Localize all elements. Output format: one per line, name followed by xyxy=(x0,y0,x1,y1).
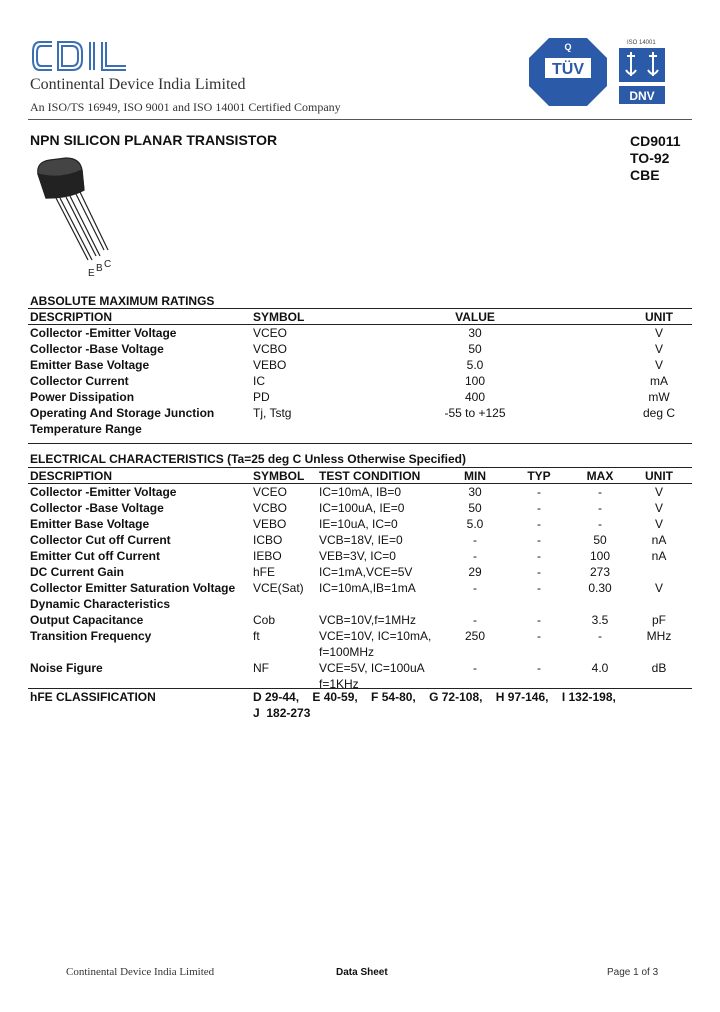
cell-symbol: VEBO xyxy=(253,358,287,372)
cell-unit: V xyxy=(654,517,664,531)
cell-symbol: VEBO xyxy=(253,517,287,531)
cell-desc: Dynamic Characteristics xyxy=(30,597,171,611)
cell-unit: V xyxy=(654,501,664,515)
cell-unit: mW xyxy=(648,390,670,404)
cell-desc: Emitter Base Voltage xyxy=(30,358,150,372)
cell-symbol: ICBO xyxy=(253,533,283,547)
cell-desc: Operating And Storage Junction xyxy=(30,406,215,420)
column-header: SYMBOL xyxy=(253,469,305,483)
cell-desc: Collector Emitter Saturation Voltage xyxy=(30,581,236,595)
column-header: UNIT xyxy=(645,469,673,483)
hfe-classification xyxy=(0,690,720,722)
column-header: TYP xyxy=(527,469,551,483)
cell-value: 30 xyxy=(468,326,482,340)
cell-max: 273 xyxy=(589,565,611,579)
svg-text:Q: Q xyxy=(564,42,572,52)
cell-unit: V xyxy=(654,358,664,372)
cell-cond: f=100MHz xyxy=(319,645,375,659)
cell-desc: Emitter Base Voltage xyxy=(30,517,150,531)
cell-max: 4.0 xyxy=(591,661,609,675)
cell-max: - xyxy=(598,485,602,499)
cell-cond: VCE=10V, IC=10mA, xyxy=(319,629,432,643)
cell-typ: - xyxy=(537,533,541,547)
table-rule xyxy=(28,688,692,689)
cell-unit: V xyxy=(654,342,664,356)
hfe-groups-line2: J 182-273 xyxy=(253,706,311,720)
cell-min: - xyxy=(473,661,477,675)
cell-desc: Power Dissipation xyxy=(30,390,135,404)
tuv-certification-logo xyxy=(527,36,609,108)
table-rule xyxy=(28,483,692,484)
cdil-logo xyxy=(30,38,130,76)
cell-typ: - xyxy=(537,661,541,675)
product-title: NPN SILICON PLANAR TRANSISTOR xyxy=(30,132,278,148)
cell-min: 29 xyxy=(468,565,482,579)
cell-symbol: VCE(Sat) xyxy=(253,581,304,595)
cell-symbol: Cob xyxy=(253,613,276,627)
dnv-certification-logo xyxy=(617,36,667,108)
cell-min: - xyxy=(473,549,477,563)
pin-label-b: B xyxy=(96,263,103,274)
cell-cond: VEB=3V, IC=0 xyxy=(319,549,396,563)
cell-max: 50 xyxy=(593,533,607,547)
hfe-groups-line1: D 29-44, E 40-59, F 54-80, G 72-108, H 97-146, I 132-198, xyxy=(253,690,616,704)
cell-value: 5.0 xyxy=(466,358,484,372)
cell-min: - xyxy=(473,581,477,595)
package-type: TO-92 xyxy=(630,150,670,166)
column-header: TEST CONDITION xyxy=(319,469,421,483)
cell-symbol: ft xyxy=(253,629,260,643)
cell-unit: MHz xyxy=(646,629,672,643)
column-header: SYMBOL xyxy=(253,310,305,324)
column-header: UNIT xyxy=(645,310,673,324)
cell-symbol: VCBO xyxy=(253,501,288,515)
cell-desc: Transition Frequency xyxy=(30,629,152,643)
cell-cond: IC=10mA,IB=1mA xyxy=(319,581,416,595)
cell-desc: Noise Figure xyxy=(30,661,103,675)
table-rule xyxy=(28,324,692,325)
cell-max: - xyxy=(598,517,602,531)
cell-symbol: VCBO xyxy=(253,342,288,356)
cell-cond: IE=10uA, IC=0 xyxy=(319,517,398,531)
to92-transistor-drawing xyxy=(30,154,130,284)
cell-typ: - xyxy=(537,613,541,627)
cell-cond: VCE=5V, IC=100uA xyxy=(319,661,425,675)
cell-unit: nA xyxy=(651,533,667,547)
cell-min: 50 xyxy=(468,501,482,515)
cell-unit: nA xyxy=(651,549,667,563)
column-header: MAX xyxy=(586,469,614,483)
cell-min: - xyxy=(473,533,477,547)
column-header: DESCRIPTION xyxy=(30,469,113,483)
pin-label-e: E xyxy=(88,268,95,279)
cell-symbol: hFE xyxy=(253,565,276,579)
cell-max: 0.30 xyxy=(588,581,612,595)
cell-symbol: IC xyxy=(253,374,265,388)
footer-doc-type: Data Sheet xyxy=(336,967,388,978)
cell-max: - xyxy=(598,629,602,643)
footer-page-number: Page 1 of 3 xyxy=(607,967,659,978)
cell-unit: pF xyxy=(651,613,667,627)
part-info xyxy=(630,133,681,184)
cell-min: 30 xyxy=(468,485,482,499)
cell-desc: Collector Current xyxy=(30,374,129,388)
absolute-max-title: ABSOLUTE MAXIMUM RATINGS xyxy=(30,294,215,308)
cell-cond: f=1KHz xyxy=(319,677,359,691)
cell-desc: Output Capacitance xyxy=(30,613,144,627)
cell-min: 250 xyxy=(464,629,486,643)
cell-max: - xyxy=(598,501,602,515)
cell-cond: IC=10mA, IB=0 xyxy=(319,485,402,499)
cell-desc: Collector -Emitter Voltage xyxy=(30,485,177,499)
cell-value: 100 xyxy=(464,374,486,388)
cell-symbol: Tj, Tstg xyxy=(253,406,292,420)
table-rule xyxy=(28,443,692,444)
cell-unit: mA xyxy=(650,374,668,388)
column-header: DESCRIPTION xyxy=(30,310,113,324)
pinout: CBE xyxy=(630,167,660,183)
part-number: CD9011 xyxy=(630,133,681,149)
cell-unit: dB xyxy=(651,661,667,675)
cell-cond: VCB=18V, IE=0 xyxy=(319,533,403,547)
column-header: MIN xyxy=(464,469,486,483)
cell-unit: deg C xyxy=(642,406,676,420)
cell-cond: IC=1mA,VCE=5V xyxy=(319,565,413,579)
cell-cond: IC=100uA, IE=0 xyxy=(319,501,405,515)
svg-text:ISO 14001: ISO 14001 xyxy=(627,40,656,46)
cell-unit: V xyxy=(654,581,664,595)
cell-min: 5.0 xyxy=(466,517,484,531)
hfe-label: hFE CLASSIFICATION xyxy=(30,690,156,704)
cell-value: 400 xyxy=(464,390,486,404)
cell-desc: Collector -Emitter Voltage xyxy=(30,326,177,340)
cell-symbol: VCEO xyxy=(253,326,288,340)
cell-max: 3.5 xyxy=(591,613,609,627)
cell-max: 100 xyxy=(589,549,611,563)
cell-desc: Temperature Range xyxy=(30,422,142,436)
cell-symbol: NF xyxy=(253,661,269,675)
cell-typ: - xyxy=(537,517,541,531)
svg-text:TÜV: TÜV xyxy=(552,61,584,78)
cell-unit: V xyxy=(654,326,664,340)
cell-desc: Emitter Cut off Current xyxy=(30,549,160,563)
cell-symbol: PD xyxy=(253,390,270,404)
cell-desc: Collector -Base Voltage xyxy=(30,342,164,356)
absolute-max-table xyxy=(0,309,720,439)
cell-typ: - xyxy=(537,549,541,563)
cell-typ: - xyxy=(537,485,541,499)
cell-value: -55 to +125 xyxy=(444,406,506,420)
cell-value: 50 xyxy=(468,342,482,356)
cell-desc: Collector -Base Voltage xyxy=(30,501,164,515)
header-divider xyxy=(28,119,692,120)
cell-typ: - xyxy=(537,581,541,595)
cell-desc: Collector Cut off Current xyxy=(30,533,171,547)
cell-cond: VCB=10V,f=1MHz xyxy=(319,613,416,627)
certification-line: An ISO/TS 16949, ISO 9001 and ISO 14001 Certified Company xyxy=(30,100,341,114)
cell-symbol: IEBO xyxy=(253,549,282,563)
footer-company: Continental Device India Limited xyxy=(66,966,215,978)
electrical-title: ELECTRICAL CHARACTERISTICS (Ta=25 deg C Unless Otherwise Specified) xyxy=(30,452,466,466)
logo-text: CDIL xyxy=(30,38,33,39)
cell-typ: - xyxy=(537,501,541,515)
cell-desc: DC Current Gain xyxy=(30,565,125,579)
cell-unit: V xyxy=(654,485,664,499)
electrical-table xyxy=(0,468,720,692)
cell-min: - xyxy=(473,613,477,627)
cell-symbol: VCEO xyxy=(253,485,288,499)
svg-text:DNV: DNV xyxy=(629,89,655,103)
column-header: VALUE xyxy=(455,310,495,324)
pin-label-c: C xyxy=(104,259,112,270)
company-name: Continental Device India Limited xyxy=(30,76,246,93)
cell-typ: - xyxy=(537,629,541,643)
cell-typ: - xyxy=(537,565,541,579)
